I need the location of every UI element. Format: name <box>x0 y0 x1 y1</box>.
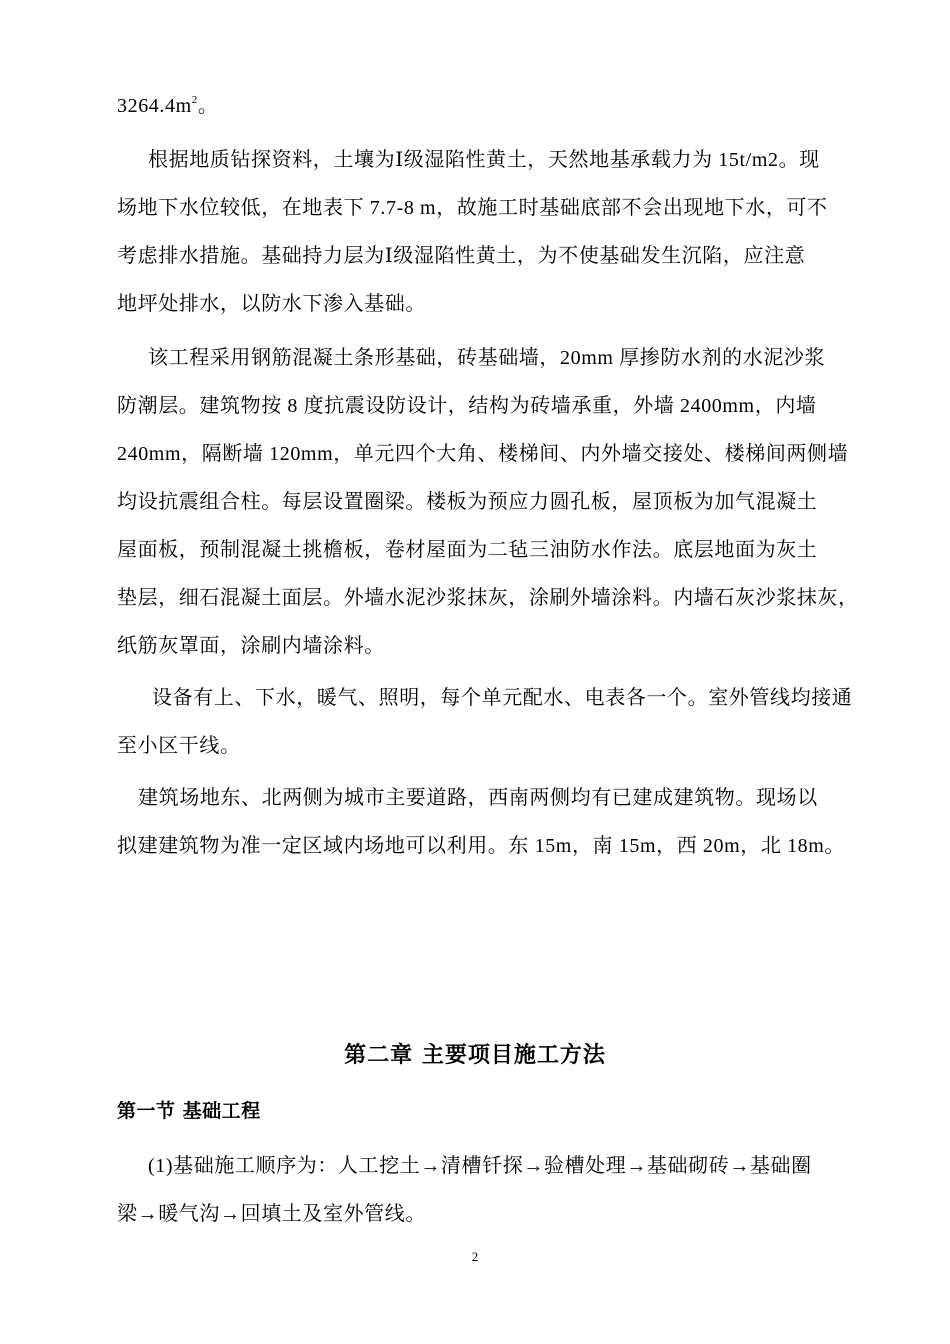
chapter-title: 第二章 主要项目施工方法 <box>344 1043 606 1068</box>
geology-line-1: 根据地质钻探资料，土壤为Ⅰ级湿陷性黄土，天然地基承载力为 15t/m2。现 <box>148 149 820 171</box>
equipment-line-1: 设备有上、下水，暖气、照明，每个单元配水、电表各一个。室外管线均接通 <box>152 687 853 709</box>
geology-line-2: 场地下水位较低，在地表下 7.7-8 m，故施工时基础底部不会出现地下水，可不 <box>117 197 828 219</box>
structure-line-6: 垫层，细石混凝土面层。外墙水泥沙浆抹灰，涂刷外墙涂料。内墙石灰沙浆抹灰， <box>117 587 859 609</box>
geology-line-3: 考虑排水措施。基础持力层为Ⅰ级湿陷性黄土，为不使基础发生沉陷，应注意 <box>117 245 806 267</box>
area-line <box>117 93 867 122</box>
area-suffix: 。 <box>197 95 219 117</box>
area-exponent: 2 <box>191 94 198 106</box>
site-line-2: 拟建建筑物为准一定区域内场地可以利用。东 15m，南 15m，西 20m，北 18m。 <box>117 835 846 857</box>
structure-line-5: 屋面板，预制混凝土挑檐板，卷材屋面为二毡三油防水作法。底层地面为灰土 <box>117 539 818 561</box>
structure-line-4: 均设抗震组合柱。每层设置圈梁。楼板为预应力圆孔板，屋顶板为加气混凝土 <box>117 491 818 513</box>
site-line-1: 建筑场地东、北两侧为城市主要道路，西南两侧均有已建成建筑物。现场以 <box>138 787 818 809</box>
geology-line-4: 地坪处排水，以防水下渗入基础。 <box>117 293 426 315</box>
structure-line-2: 防潮层。建筑物按 8 度抗震设防设计，结构为砖墙承重，外墙 2400mm，内墙 <box>117 395 817 417</box>
structure-line-3: 240mm，隔断墙 120mm，单元四个大角、楼梯间、内外墙交接处、楼梯间两侧墙 <box>117 443 849 465</box>
area-value: 3264.4m <box>117 95 192 117</box>
structure-line-1: 该工程采用钢筋混凝土条形基础，砖基础墙，20mm 厚掺防水剂的水泥沙浆 <box>148 347 826 369</box>
structure-line-7: 纸筋灰罩面，涂刷内墙涂料。 <box>117 635 385 657</box>
procedure-line-1: (1)基础施工顺序为：人工挖土→清槽钎探→验槽处理→基础砌砖→基础圈 <box>148 1155 812 1177</box>
page-number: 2 <box>471 1249 479 1264</box>
equipment-line-2: 至小区干线。 <box>117 735 241 757</box>
procedure-line-2: 梁→暖气沟→回填土及室外管线。 <box>117 1203 426 1225</box>
section-title: 第一节 基础工程 <box>117 1100 261 1122</box>
